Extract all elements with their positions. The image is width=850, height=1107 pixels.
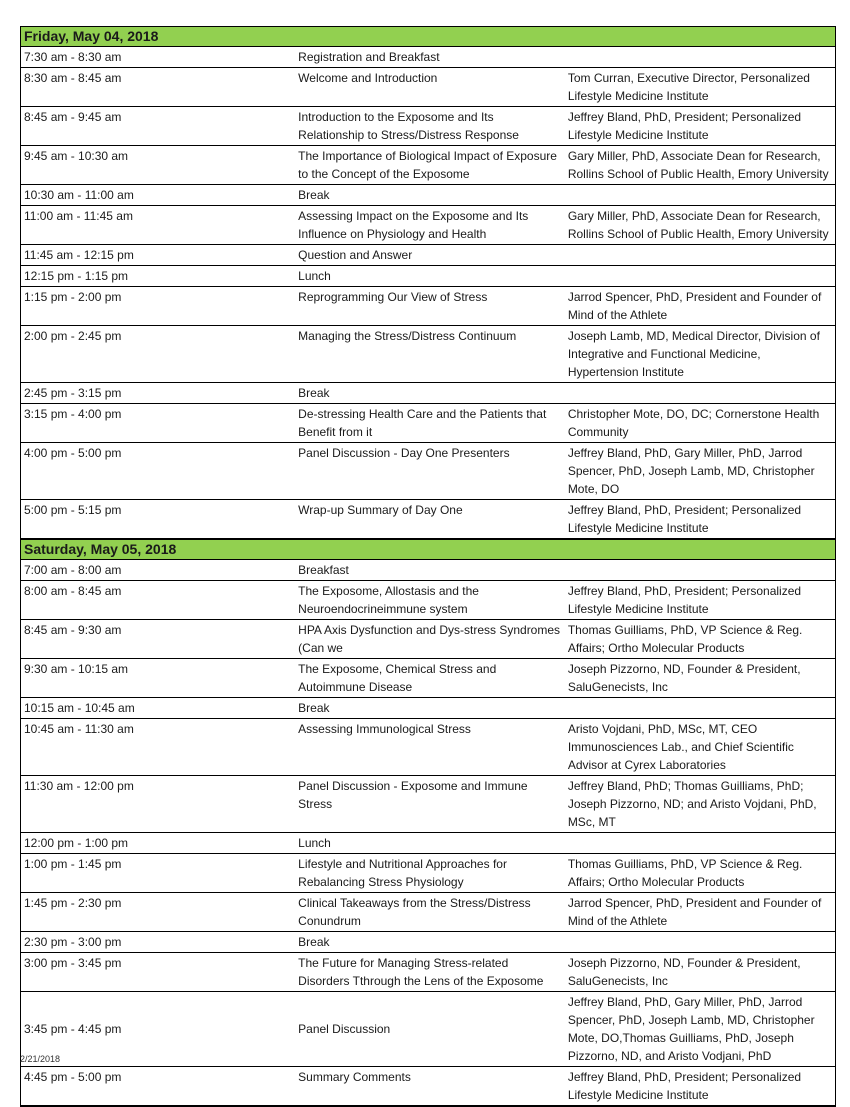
session-row (21, 659, 836, 698)
session-speaker: Joseph Pizzorno, ND, Founder & President, SaluGenecists, Inc (564, 953, 836, 992)
session-title: Introduction to the Exposome and Its Relationship to Stress/Distress Response (292, 107, 564, 146)
session-row (21, 560, 836, 581)
session-row (21, 500, 836, 540)
session-row (21, 932, 836, 953)
session-row (21, 893, 836, 932)
agenda-table (20, 26, 836, 1107)
session-row (21, 992, 836, 1067)
session-time: 3:45 pm - 4:45 pm (21, 992, 293, 1067)
session-row (21, 833, 836, 854)
session-speaker: Christopher Mote, DO, DC; Cornerstone Health Community (564, 404, 836, 443)
session-title: Registration and Breakfast (292, 47, 564, 68)
session-speaker (564, 383, 836, 404)
session-row (21, 953, 836, 992)
session-time: 12:00 pm - 1:00 pm (21, 833, 293, 854)
session-title: Break (292, 185, 564, 206)
session-row (21, 776, 836, 833)
session-time: 10:45 am - 11:30 am (21, 719, 293, 776)
session-time: 9:45 am - 10:30 am (21, 146, 293, 185)
session-title: HPA Axis Dysfunction and Dys-stress Syndromes (Can we (292, 620, 564, 659)
session-time: 8:00 am - 8:45 am (21, 581, 293, 620)
session-time: 7:00 am - 8:00 am (21, 560, 293, 581)
footer-date: 2/21/2018 (20, 1054, 61, 1064)
session-title: Break (292, 932, 564, 953)
session-speaker (564, 185, 836, 206)
session-speaker: Jarrod Spencer, PhD, President and Founder of Mind of the Athlete (564, 893, 836, 932)
session-title: The Importance of Biological Impact of Exposure to the Concept of the Exposome (292, 146, 564, 185)
session-speaker (564, 833, 836, 854)
day-header-row (21, 539, 836, 560)
session-speaker (564, 245, 836, 266)
session-title: Breakfast (292, 560, 564, 581)
session-row (21, 581, 836, 620)
session-row (21, 698, 836, 719)
session-row (21, 443, 836, 500)
session-time: 8:45 am - 9:30 am (21, 620, 293, 659)
session-title: Lunch (292, 833, 564, 854)
session-time: 11:00 am - 11:45 am (21, 206, 293, 245)
session-speaker: Jeffrey Bland, PhD, President; Personalized Lifestyle Medicine Institute (564, 500, 836, 540)
session-speaker: Thomas Guilliams, PhD, VP Science & Reg. Affairs; Ortho Molecular Products (564, 854, 836, 893)
session-row (21, 620, 836, 659)
session-title: De-stressing Health Care and the Patients that Benefit from it (292, 404, 564, 443)
session-time: 2:30 pm - 3:00 pm (21, 932, 293, 953)
session-title: Lifestyle and Nutritional Approaches for Rebalancing Stress Physiology (292, 854, 564, 893)
session-row (21, 206, 836, 245)
session-time: 11:30 am - 12:00 pm (21, 776, 293, 833)
session-time: 5:00 pm - 5:15 pm (21, 500, 293, 540)
session-title: The Future for Managing Stress-related Disorders Tthrough the Lens of the Exposome (292, 953, 564, 992)
session-row (21, 266, 836, 287)
session-speaker (564, 47, 836, 68)
agenda-body (21, 27, 836, 1107)
session-row (21, 107, 836, 146)
session-time: 12:15 pm - 1:15 pm (21, 266, 293, 287)
session-title: Break (292, 383, 564, 404)
session-time: 3:00 pm - 3:45 pm (21, 953, 293, 992)
session-speaker: Jeffrey Bland, PhD, Gary Miller, PhD, Jarrod Spencer, PhD, Joseph Lamb, MD, Christopher Mote, DO,Thomas Guilliams, PhD, Joseph Pizzorno, ND, and Aristo Vodjani, PhD (564, 992, 836, 1067)
session-title: Welcome and Introduction (292, 68, 564, 107)
session-time: 1:45 pm - 2:30 pm (21, 893, 293, 932)
session-row (21, 719, 836, 776)
session-title: Wrap-up Summary of Day One (292, 500, 564, 540)
session-time: 11:45 am - 12:15 pm (21, 245, 293, 266)
session-title: Panel Discussion (292, 992, 564, 1067)
session-time: 2:00 pm - 2:45 pm (21, 326, 293, 383)
session-speaker: Gary Miller, PhD, Associate Dean for Research, Rollins School of Public Health, Emory University (564, 146, 836, 185)
session-speaker: Jeffrey Bland, PhD, President; Personalized Lifestyle Medicine Institute (564, 1067, 836, 1107)
session-title: Clinical Takeaways from the Stress/Distress Conundrum (292, 893, 564, 932)
session-time: 1:00 pm - 1:45 pm (21, 854, 293, 893)
session-title: Reprogramming Our View of Stress (292, 287, 564, 326)
session-time: 1:15 pm - 2:00 pm (21, 287, 293, 326)
session-time: 4:00 pm - 5:00 pm (21, 443, 293, 500)
session-speaker: Joseph Pizzorno, ND, Founder & President, SaluGenecists, Inc (564, 659, 836, 698)
session-speaker: Thomas Guilliams, PhD, VP Science & Reg. Affairs; Ortho Molecular Products (564, 620, 836, 659)
session-time: 2:45 pm - 3:15 pm (21, 383, 293, 404)
session-row (21, 383, 836, 404)
session-speaker (564, 698, 836, 719)
session-title: Lunch (292, 266, 564, 287)
day-header-row (21, 27, 836, 47)
session-time: 4:45 pm - 5:00 pm (21, 1067, 293, 1107)
session-speaker: Jeffrey Bland, PhD, President; Personalized Lifestyle Medicine Institute (564, 581, 836, 620)
session-title: Panel Discussion - Day One Presenters (292, 443, 564, 500)
session-speaker: Jeffrey Bland, PhD, President; Personalized Lifestyle Medicine Institute (564, 107, 836, 146)
session-title: Break (292, 698, 564, 719)
session-time: 8:30 am - 8:45 am (21, 68, 293, 107)
session-row (21, 68, 836, 107)
session-row (21, 146, 836, 185)
session-speaker (564, 932, 836, 953)
session-speaker (564, 560, 836, 581)
session-title: Question and Answer (292, 245, 564, 266)
session-title: Panel Discussion - Exposome and Immune Stress (292, 776, 564, 833)
day-heading: Saturday, May 05, 2018 (21, 539, 836, 560)
session-speaker: Joseph Lamb, MD, Medical Director, Division of Integrative and Functional Medicine, Hypertension Institute (564, 326, 836, 383)
session-time: 10:30 am - 11:00 am (21, 185, 293, 206)
session-title: Managing the Stress/Distress Continuum (292, 326, 564, 383)
session-title: Assessing Immunological Stress (292, 719, 564, 776)
session-speaker: Jeffrey Bland, PhD, Gary Miller, PhD, Jarrod Spencer, PhD, Joseph Lamb, MD, Christopher Mote, DO (564, 443, 836, 500)
session-time: 7:30 am - 8:30 am (21, 47, 293, 68)
session-row (21, 185, 836, 206)
session-speaker (564, 266, 836, 287)
session-time: 9:30 am - 10:15 am (21, 659, 293, 698)
session-row (21, 245, 836, 266)
session-speaker: Jeffrey Bland, PhD; Thomas Guilliams, PhD; Joseph Pizzorno, ND; and Aristo Vojdani, PhD, MSc, MT (564, 776, 836, 833)
session-speaker: Gary Miller, PhD, Associate Dean for Research, Rollins School of Public Health, Emory University (564, 206, 836, 245)
session-title: Assessing Impact on the Exposome and Its Influence on Physiology and Health (292, 206, 564, 245)
session-row (21, 287, 836, 326)
session-speaker: Jarrod Spencer, PhD, President and Founder of Mind of the Athlete (564, 287, 836, 326)
session-title: The Exposome, Allostasis and the Neuroendocrineimmune system (292, 581, 564, 620)
session-row (21, 404, 836, 443)
session-speaker: Tom Curran, Executive Director, Personalized Lifestyle Medicine Institute (564, 68, 836, 107)
session-time: 8:45 am - 9:45 am (21, 107, 293, 146)
session-row (21, 854, 836, 893)
session-title: Summary Comments (292, 1067, 564, 1107)
session-time: 10:15 am - 10:45 am (21, 698, 293, 719)
session-row (21, 1067, 836, 1107)
session-time: 3:15 pm - 4:00 pm (21, 404, 293, 443)
session-row (21, 326, 836, 383)
day-heading: Friday, May 04, 2018 (21, 27, 836, 47)
session-speaker: Aristo Vojdani, PhD, MSc, MT, CEO Immunosciences Lab., and Chief Scientific Advisor at Cyrex Laboratories (564, 719, 836, 776)
session-title: The Exposome, Chemical Stress and Autoimmune Disease (292, 659, 564, 698)
session-row (21, 47, 836, 68)
